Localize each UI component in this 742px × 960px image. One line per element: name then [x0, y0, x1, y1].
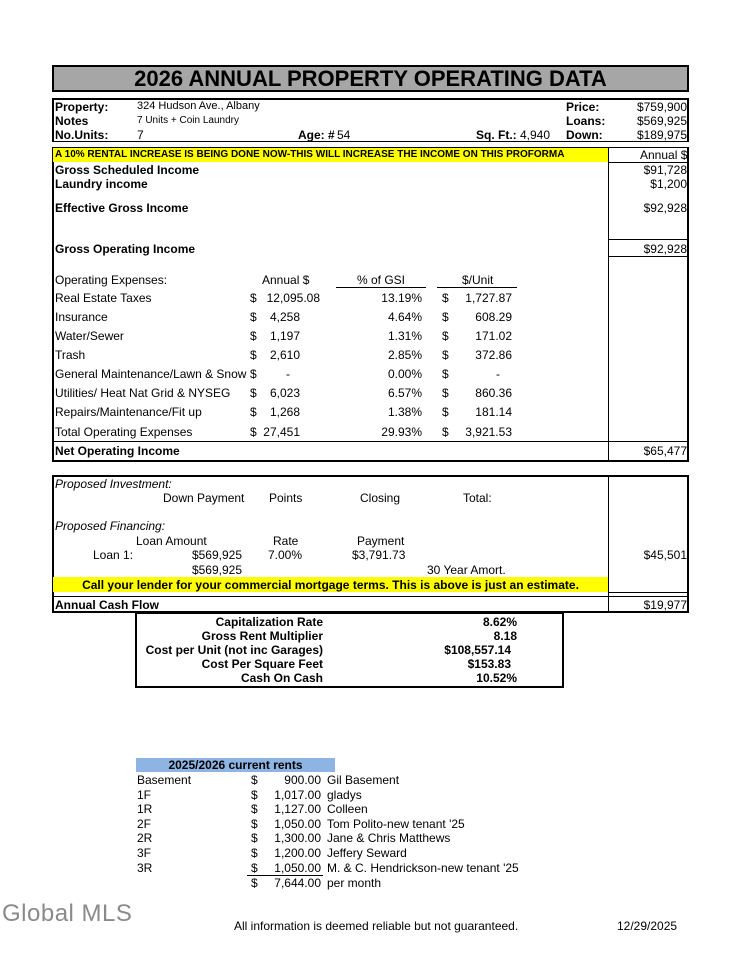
dollar-sign: $ — [442, 386, 449, 400]
dollar-sign: $ — [442, 425, 449, 439]
expense-label: Water/Sewer — [55, 329, 124, 343]
rent-unit: 1R — [137, 802, 153, 816]
operating-expenses-label: Operating Expenses: — [55, 273, 168, 287]
dollar-sign: $ — [250, 367, 257, 381]
dollar-sign: $ — [251, 861, 258, 875]
loan1-label: Loan 1: — [93, 548, 134, 562]
expense-pct: 13.19% — [381, 291, 422, 305]
dollar-sign: $ — [442, 348, 449, 362]
sqft-value: 4,940 — [520, 128, 551, 142]
rent-tenant: Jane & Chris Matthews — [327, 831, 451, 845]
loan1-amount: $569,925 — [191, 548, 242, 562]
expense-label: Utilities/ Heat Nat Grid & NYSEG — [55, 386, 231, 400]
expense-per-unit: 860.36 — [475, 386, 512, 400]
rent-amount: 1,200.00 — [274, 846, 321, 860]
metric-label: Cost Per Square Feet — [201, 657, 323, 671]
expense-per-unit: 372.86 — [475, 348, 512, 362]
down-payment-header: Down Payment — [163, 491, 245, 505]
dollar-sign: $ — [251, 817, 258, 831]
rent-tenant: Colleen — [327, 802, 368, 816]
rent-unit: 3F — [137, 846, 152, 860]
proposed-investment-label: Proposed Investment: — [55, 477, 172, 491]
annual-cash-flow-value: $19,977 — [643, 598, 687, 612]
rents-header: 2025/2026 current rents — [168, 758, 303, 772]
rent-total-label: per month — [327, 876, 382, 890]
age-value: 54 — [337, 128, 351, 142]
rent-unit: 2F — [137, 817, 152, 831]
metric-value: 8.18 — [493, 629, 517, 643]
dollar-sign: $ — [251, 788, 258, 802]
metric-label: Cash On Cash — [240, 671, 323, 685]
annual-cash-flow-label: Annual Cash Flow — [55, 598, 160, 612]
units-label: No.Units: — [55, 128, 109, 142]
dollar-sign: $ — [250, 329, 257, 343]
expense-label: Insurance — [55, 310, 108, 324]
per-unit-column-header: $/Unit — [462, 273, 494, 287]
price-value: $759,900 — [636, 100, 687, 114]
amortization-note: 30 Year Amort. — [427, 563, 506, 577]
price-label: Price: — [566, 100, 600, 114]
rent-amount: 1,300.00 — [274, 831, 321, 845]
loan1-annual-payment: $45,501 — [643, 548, 687, 562]
loan1-payment: $3,791.73 — [352, 548, 406, 562]
rent-tenant: Gil Basement — [327, 773, 400, 787]
loan-amount-header: Loan Amount — [136, 534, 207, 548]
expense-per-unit: 1,727.87 — [465, 291, 512, 305]
rent-unit: Basement — [137, 773, 192, 787]
metric-value: $153.83 — [467, 657, 511, 671]
dollar-sign: $ — [250, 405, 257, 419]
age-label: Age: # — [298, 128, 335, 142]
dollar-sign: $ — [250, 310, 257, 324]
dollar-sign: $ — [442, 291, 449, 305]
gsi-label: Gross Scheduled Income — [55, 163, 200, 177]
units-value: 7 — [137, 128, 144, 142]
rent-total-amount: 7,644.00 — [274, 876, 321, 890]
dollar-sign: $ — [250, 425, 257, 439]
expense-pct: 2.85% — [387, 348, 422, 362]
expense-annual: - — [286, 367, 290, 381]
metric-label: Cost per Unit (not inc Garages) — [145, 643, 323, 657]
rate-header: Rate — [273, 534, 299, 548]
total-header: Total: — [463, 491, 492, 505]
expense-label: General Maintenance/Lawn & Snow — [55, 367, 247, 381]
rent-amount: 1,127.00 — [274, 802, 321, 816]
expense-label: Repairs/Maintenance/Fit up — [55, 405, 202, 419]
expense-annual: 2,610 — [269, 348, 300, 362]
down-value: $189,975 — [636, 128, 687, 142]
dollar-sign: $ — [251, 802, 258, 816]
egi-value: $92,928 — [643, 201, 687, 215]
expense-pct: 0.00% — [387, 367, 422, 381]
page-title: 2026 ANNUAL PROPERTY OPERATING DATA — [52, 65, 689, 92]
laundry-label: Laundry income — [55, 177, 148, 191]
dollar-sign: $ — [250, 291, 257, 305]
dollar-sign: $ — [442, 329, 449, 343]
rent-amount: 900.00 — [284, 773, 321, 787]
loans-value: $569,925 — [636, 114, 687, 128]
dollar-sign: $ — [442, 367, 449, 381]
expense-label: Real Estate Taxes — [55, 291, 152, 305]
expense-per-unit: 181.14 — [475, 405, 512, 419]
expense-annual: 4,258 — [269, 310, 300, 324]
expense-pct: 6.57% — [387, 386, 422, 400]
expense-annual: 6,023 — [269, 386, 300, 400]
rent-amount: 1,050.00 — [274, 817, 321, 831]
expense-annual: 1,268 — [269, 405, 300, 419]
expense-pct: 1.38% — [387, 405, 422, 419]
closing-header: Closing — [360, 491, 401, 505]
metric-value: 10.52% — [476, 671, 517, 685]
expense-annual: 27,451 — [263, 425, 300, 439]
notes-label: Notes — [55, 114, 89, 128]
metric-label: Capitalization Rate — [215, 615, 323, 629]
dollar-sign: $ — [251, 846, 258, 860]
annual-header: Annual $ — [640, 148, 688, 162]
loans-label: Loans: — [566, 114, 606, 128]
expense-pct: 4.64% — [387, 310, 422, 324]
dollar-sign: $ — [442, 405, 449, 419]
dollar-sign: $ — [250, 386, 257, 400]
expense-per-unit: 3,921.53 — [465, 425, 512, 439]
points-header: Points — [269, 491, 303, 505]
dollar-sign: $ — [251, 831, 258, 845]
disclaimer: All information is deemed reliable but not guaranteed. — [234, 919, 519, 933]
dollar-sign: $ — [251, 876, 258, 890]
rent-tenant: M. & C. Hendrickson-new tenant '25 — [327, 861, 519, 875]
rent-amount: 1,017.00 — [274, 788, 321, 802]
expense-label: Trash — [55, 348, 86, 362]
proposed-financing-label: Proposed Financing: — [55, 519, 166, 533]
loan1-rate: 7.00% — [268, 548, 303, 562]
expense-label: Total Operating Expenses — [55, 425, 193, 439]
noi-label: Net Operating Income — [55, 444, 180, 458]
lender-note: Call your lender for your commercial mortgage terms. This is above is just an estimate. — [82, 578, 579, 592]
expense-annual: 1,197 — [269, 329, 300, 343]
expense-per-unit: 608.29 — [475, 310, 512, 324]
rent-unit: 1F — [137, 788, 152, 802]
rent-unit: 3R — [137, 861, 153, 875]
dollar-sign: $ — [250, 348, 257, 362]
metric-label: Gross Rent Multiplier — [201, 629, 323, 643]
rent-tenant: Tom Polito-new tenant '25 — [327, 817, 465, 831]
document-date: 12/29/2025 — [617, 919, 678, 933]
loan-total-amount: $569,925 — [191, 563, 242, 577]
egi-label: Effective Gross Income — [55, 201, 189, 215]
expense-per-unit: - — [496, 367, 500, 381]
metric-value: 8.62% — [482, 615, 517, 629]
sqft-label: Sq. Ft.: — [476, 128, 517, 142]
gsi-value: $91,728 — [643, 163, 687, 177]
goi-label: Gross Operating Income — [55, 242, 196, 256]
rent-tenant: gladys — [327, 788, 362, 802]
noi-value: $65,477 — [643, 444, 687, 458]
expense-per-unit: 171.02 — [475, 329, 512, 343]
goi-value: $92,928 — [643, 242, 687, 256]
down-label: Down: — [566, 128, 603, 142]
rent-tenant: Jeffery Seward — [327, 846, 407, 860]
annual-column-header: Annual $ — [262, 273, 310, 287]
dollar-sign: $ — [251, 773, 258, 787]
property-address: 324 Hudson Ave., Albany — [137, 100, 260, 112]
global-mls-logo: Global MLS — [2, 900, 133, 927]
expense-pct: 1.31% — [387, 329, 422, 343]
property-label: Property: — [55, 100, 109, 114]
rent-amount: 1,050.00 — [274, 861, 321, 875]
dollar-sign: $ — [442, 310, 449, 324]
expense-annual: 12,095.08 — [266, 291, 320, 305]
expense-pct: 29.93% — [381, 425, 422, 439]
notes-value: 7 Units + Coin Laundry — [137, 115, 240, 126]
metric-value: $108,557.14 — [444, 643, 511, 657]
payment-header: Payment — [357, 534, 405, 548]
rental-increase-notice: A 10% RENTAL INCREASE IS BEING DONE NOW-THIS WILL INCREASE THE INCOME ON THIS PROFORMA — [55, 149, 565, 160]
laundry-value: $1,200 — [650, 177, 687, 191]
rent-unit: 2R — [137, 831, 153, 845]
pct-gsi-column-header: % of GSI — [357, 273, 406, 287]
